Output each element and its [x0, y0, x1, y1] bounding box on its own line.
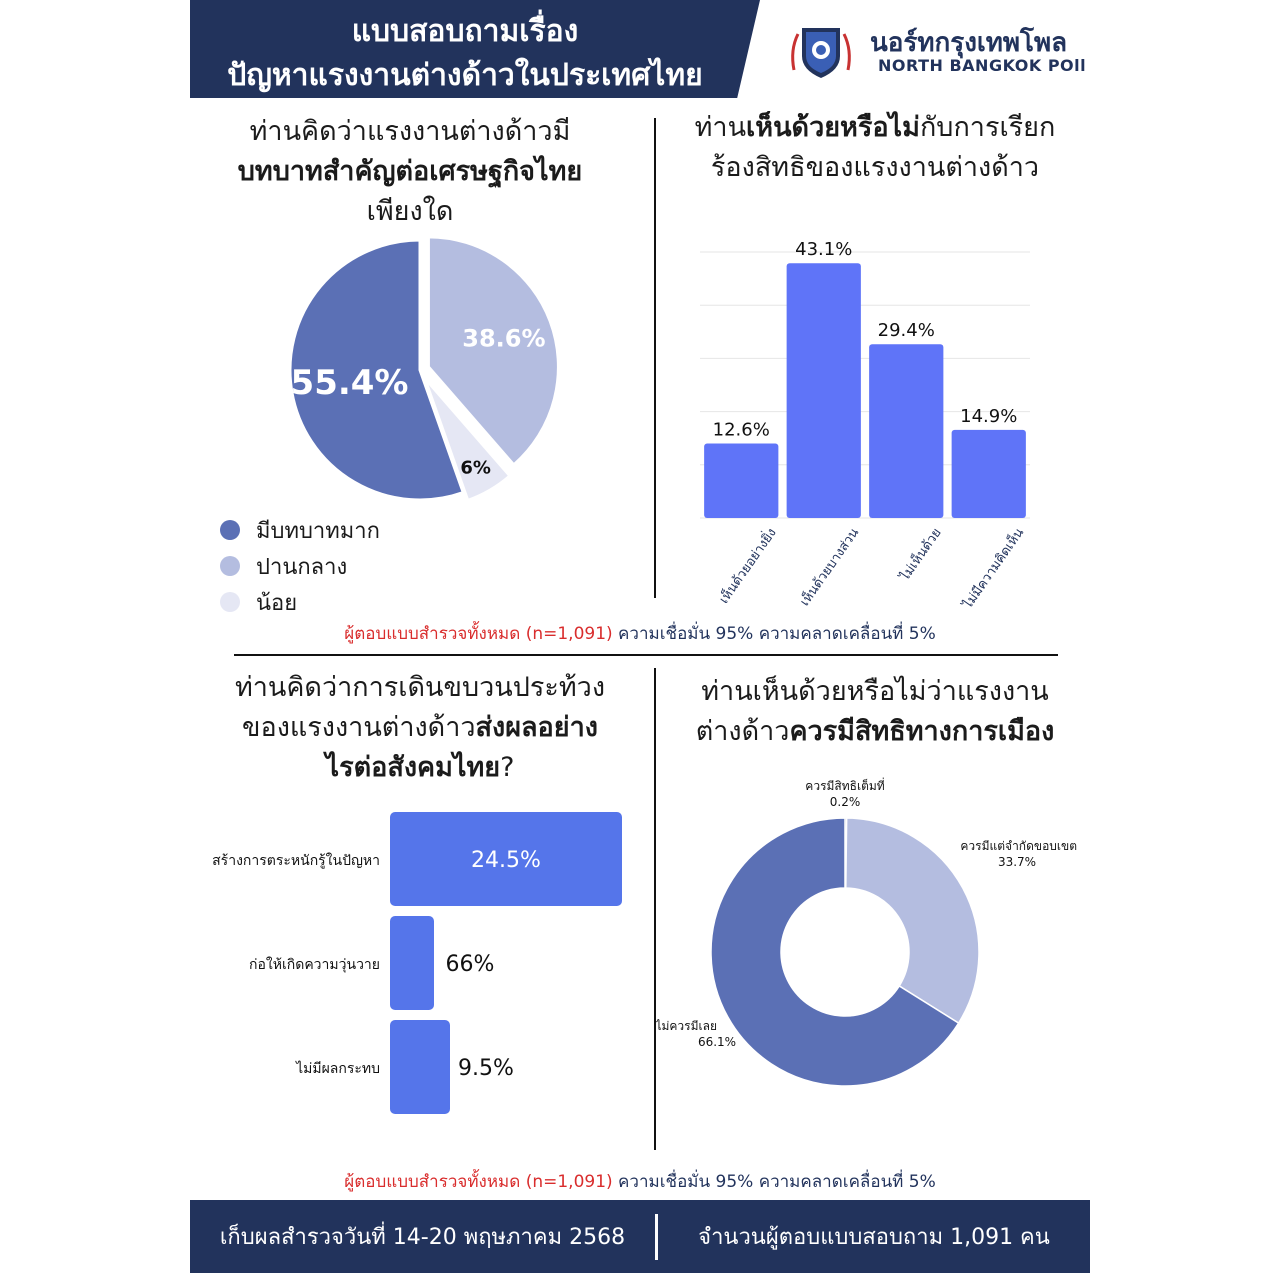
- donut-value-label: 66.1%: [697, 1035, 737, 1049]
- q3-title-line3-bold: ไรต่อสังคมไทย: [325, 752, 501, 783]
- footer-respondent-count: จำนวนผู้ตอบแบบสอบถาม 1,091 คน: [698, 1225, 1050, 1250]
- pie-slice-label: 55.4%: [290, 363, 409, 404]
- header-title-line2: ปัญหาแรงงานต่างด้าวในประเทศไทย: [227, 58, 703, 93]
- q3-title-line3: [190, 748, 650, 788]
- pie-legend: [220, 512, 380, 620]
- legend-label: มีบทบาทมาก: [256, 518, 380, 544]
- q1-title-line2: บทบาทสำคัญต่อเศรษฐกิจไทย: [237, 156, 583, 187]
- bar: [787, 263, 861, 518]
- note-respondents: ผู้ตอบแบบสำรวจทั้งหมด (n=1,091): [344, 624, 613, 644]
- footer-survey-date: เก็บผลสำรวจวันที่ 14-20 พฤษภาคม 2568: [219, 1225, 626, 1250]
- brand-name-english: NORTH BANGKOK POll: [878, 56, 1087, 75]
- q2-title: [660, 108, 1090, 188]
- legend-dot-icon: [220, 556, 240, 576]
- q3-title-line1: ท่านคิดว่าการเดินขบวนประท้วง: [234, 672, 606, 703]
- q3-title-line2-pre: ของแรงงานต่างด้าว: [242, 712, 476, 743]
- q3-title: [190, 668, 650, 788]
- bar: [952, 430, 1026, 518]
- q1-title: [190, 112, 630, 232]
- pie-chart-economic-role: [270, 220, 610, 520]
- donut-chart-political-rights: [655, 760, 1090, 1100]
- hbar-category-label: ก่อให้เกิดความวุ่นวาย: [249, 957, 380, 973]
- brand-name-thai: นอร์ทกรุงเทพโพล: [870, 28, 1068, 58]
- q2-title-post: กับการเรียก: [919, 112, 1056, 143]
- survey-note-top: [190, 620, 1090, 647]
- footer-bar: [190, 1200, 1090, 1273]
- bar-category-label: ไม่มีความคิดเห็น: [960, 525, 1028, 612]
- q2-title-bold: เห็นด้วยหรือไม่: [746, 112, 920, 143]
- bar-value-label: 43.1%: [795, 239, 853, 261]
- donut-category-label: ควรมีแต่จำกัดขอบเขต: [960, 839, 1077, 853]
- legend-item-medium: [220, 548, 380, 584]
- legend-label: ปานกลาง: [256, 554, 348, 580]
- legend-dot-icon: [220, 520, 240, 540]
- note-confidence: ความเชื่อมั่น 95% ความคลาดเคลื่อนที่ 5%: [612, 1172, 936, 1192]
- q4-title-line2-bold: ควรมีสิทธิทางการเมือง: [789, 716, 1055, 747]
- hbar-category-label: สร้างการตระหนักรู้ในปัญหา: [212, 853, 380, 869]
- legend-item-low: [220, 584, 380, 620]
- bar-value-label: 12.6%: [712, 419, 770, 441]
- legend-item-high: [220, 512, 380, 548]
- hbar-chart-protest-effects: [190, 800, 650, 1130]
- bar: [704, 444, 778, 518]
- q4-title: [660, 672, 1090, 752]
- legend-label: น้อย: [256, 590, 298, 616]
- bar-category-label: เห็นด้วยบางส่วน: [797, 525, 863, 610]
- vertical-divider-top: [654, 118, 656, 598]
- donut-value-label: 0.2%: [829, 795, 861, 809]
- q3-title-line2: [190, 708, 650, 748]
- hbar-value-label: 24.5%: [471, 848, 541, 873]
- infographic-page: [190, 0, 1090, 1273]
- note-confidence: ความเชื่อมั่น 95% ความคลาดเคลื่อนที่ 5%: [612, 624, 936, 644]
- q4-title-line2-pre: ต่างด้าว: [695, 716, 790, 747]
- horizontal-divider: [234, 654, 1058, 656]
- donut-value-label: 33.7%: [997, 855, 1037, 869]
- q1-title-line3: เพียงใด: [366, 196, 454, 227]
- bar: [869, 344, 943, 518]
- donut-category-label: ควรมีสิทธิเต็มที่: [805, 779, 885, 793]
- bar-chart-workers-rights: [670, 200, 1070, 620]
- donut-slice: [846, 818, 979, 1023]
- hbar-value-label: 66%: [445, 952, 495, 977]
- q2-title-pre: ท่าน: [694, 112, 747, 143]
- bar-value-label: 14.9%: [960, 405, 1018, 427]
- bar-category-label: ไม่เห็นด้วย: [897, 525, 945, 584]
- q1-title-line1: ท่านคิดว่าแรงงานต่างด้าวมี: [249, 116, 571, 147]
- note-respondents: ผู้ตอบแบบสำรวจทั้งหมด (n=1,091): [344, 1172, 613, 1192]
- q2-title-line1: [660, 108, 1090, 148]
- survey-note-bottom: [190, 1168, 1090, 1195]
- bar-value-label: 29.4%: [877, 320, 935, 342]
- hbar-value-label: 9.5%: [458, 1056, 514, 1081]
- hbar-category-label: ไม่มีผลกระทบ: [296, 1061, 380, 1077]
- q2-title-line2: ร้องสิทธิของแรงงานต่างด้าว: [710, 152, 1040, 183]
- header-title-line1: แบบสอบถามเรื่อง: [351, 14, 579, 49]
- donut-category-label: ไม่ควรมีเลย: [655, 1019, 717, 1033]
- q4-title-line2: [660, 712, 1090, 752]
- q4-title-line1: ท่านเห็นด้วยหรือไม่ว่าแรงงาน: [701, 676, 1049, 707]
- hbar: [390, 1020, 450, 1114]
- shield-emblem-icon: [788, 20, 854, 82]
- bar-category-label: เห็นด้วยอย่างยิ่ง: [716, 525, 780, 607]
- hbar: [390, 916, 434, 1010]
- legend-dot-icon: [220, 592, 240, 612]
- pie-slice-label: 38.6%: [462, 324, 546, 353]
- pie-slice-label: 6%: [460, 457, 491, 479]
- q3-title-line3-post: ?: [500, 752, 515, 783]
- q3-title-line2-bold: ส่งผลอย่าง: [475, 712, 598, 743]
